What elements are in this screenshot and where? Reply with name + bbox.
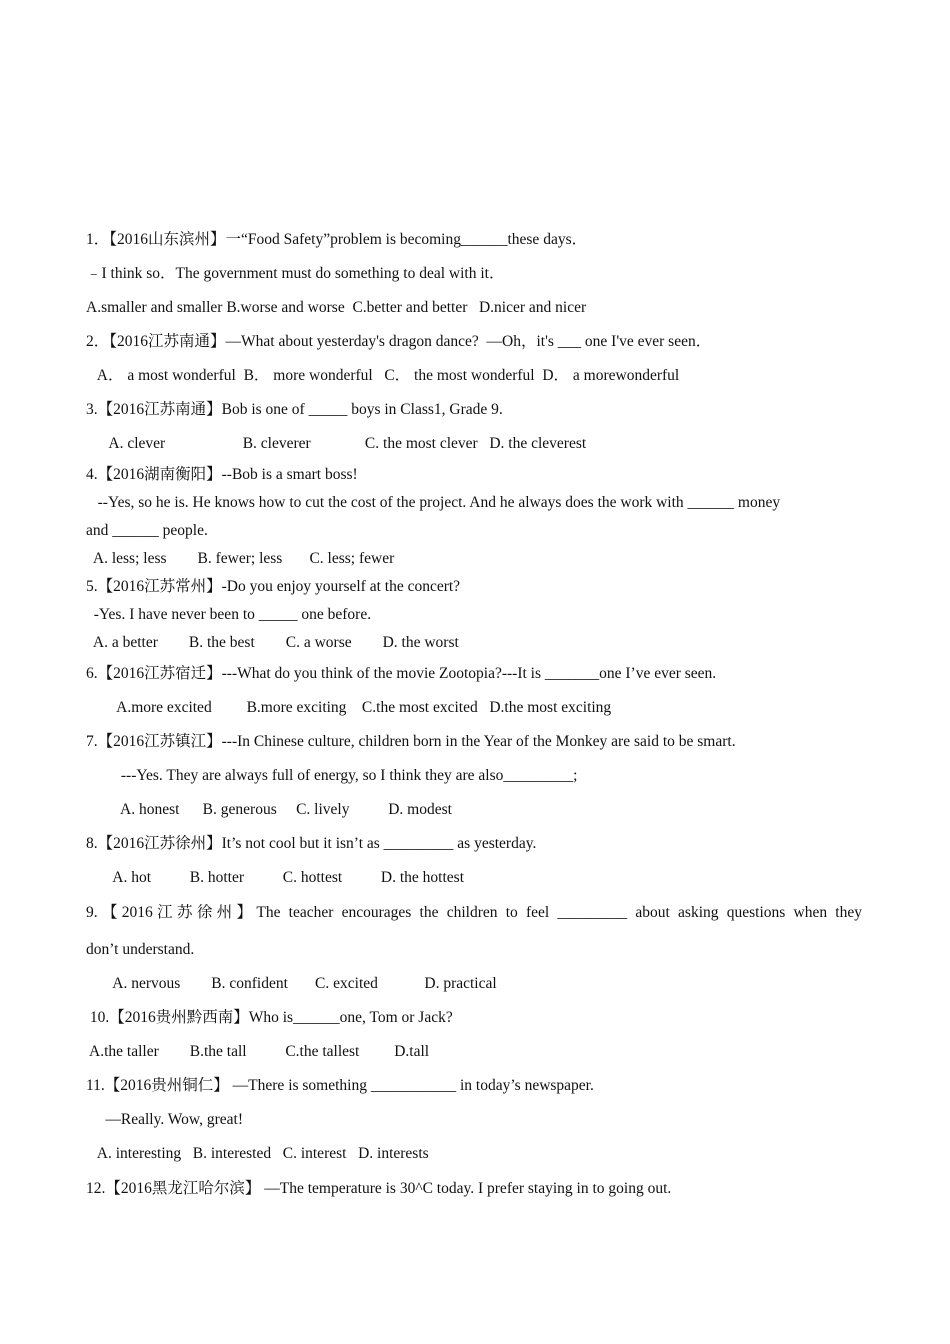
question-4-reply: --Yes, so he is. He knows how to cut the cost of the project. And he always does the work with ______ money (86, 494, 781, 511)
question-6-options: A.more excited B.more exciting C.the most excited D.the most exciting (86, 699, 612, 716)
question-9-stem: 9.【2016江苏徐州】The teacher encourages the children to feel _________ about asking questions when they (86, 904, 862, 921)
question-4-options: A. less; less B. fewer; less C. less; fewer (86, 550, 395, 567)
question-2-stem: 2．【2016江苏南通】—What about yesterday's dragon dance? —Oh，it's ___ one I've ever seen． (86, 333, 712, 350)
question-9-stem-cont: don’t understand. (86, 941, 195, 958)
question-10-stem: 10.【2016贵州黔西南】Who is______one, Tom or Jack? (86, 1009, 453, 1026)
question-1-reply: ﹣I think so．The government must do something to deal with it． (86, 265, 505, 282)
question-7-stem: 7.【2016江苏镇江】---In Chinese culture, children born in the Year of the Monkey are said to be smart. (86, 733, 736, 750)
question-4-reply-cont: and ______ people. (86, 522, 208, 539)
question-3-options: A. clever B. cleverer C. the most clever D. the cleverest (86, 435, 587, 452)
question-5-options: A. a better B. the best C. a worse D. the worst (86, 634, 459, 651)
question-9-options: A. nervous B. confident C. excited D. practical (86, 975, 497, 992)
question-2-options: A． a most wonderful B． more wonderful C． the most wonderful D． a morewonderful (86, 367, 680, 384)
question-11-reply: —Really. Wow, great! (86, 1111, 244, 1128)
question-12-stem: 12.【2016黑龙江哈尔滨】 —The temperature is 30^C today. I prefer staying in to going out. (86, 1180, 672, 1197)
question-4-stem: 4.【2016湖南衡阳】--Bob is a smart boss! (86, 466, 358, 483)
question-10-options: A.the taller B.the tall C.the tallest D.tall (86, 1043, 430, 1060)
question-5-reply: -Yes. I have never been to _____ one before. (86, 606, 372, 623)
question-7-options: A. honest B. generous C. lively D. modest (86, 801, 452, 818)
question-1-stem: 1．【2016山东滨州】一“Food Safety”problem is becoming______these days． (86, 231, 588, 248)
question-8-stem: 8.【2016江苏徐州】It’s not cool but it isn’t as _________ as yesterday. (86, 835, 537, 852)
question-6-stem: 6.【2016江苏宿迁】---What do you think of the movie Zootopia?---It is _______one I’ve ever seen. (86, 665, 717, 682)
question-11-options: A. interesting B. interested C. interest D. interests (86, 1145, 429, 1162)
question-7-reply: ---Yes. They are always full of energy, so I think they are also_________; (86, 767, 578, 784)
question-3-stem: 3.【2016江苏南通】Bob is one of _____ boys in Class1, Grade 9. (86, 401, 503, 418)
question-5-stem: 5.【2016江苏常州】-Do you enjoy yourself at the concert? (86, 578, 461, 595)
question-8-options: A. hot B. hotter C. hottest D. the hottest (86, 869, 465, 886)
question-1-options: A.smaller and smaller B.worse and worse C.better and better D.nicer and nicer (86, 299, 587, 316)
question-11-stem: 11.【2016贵州铜仁】 —There is something ___________ in today’s newspaper. (86, 1077, 594, 1094)
